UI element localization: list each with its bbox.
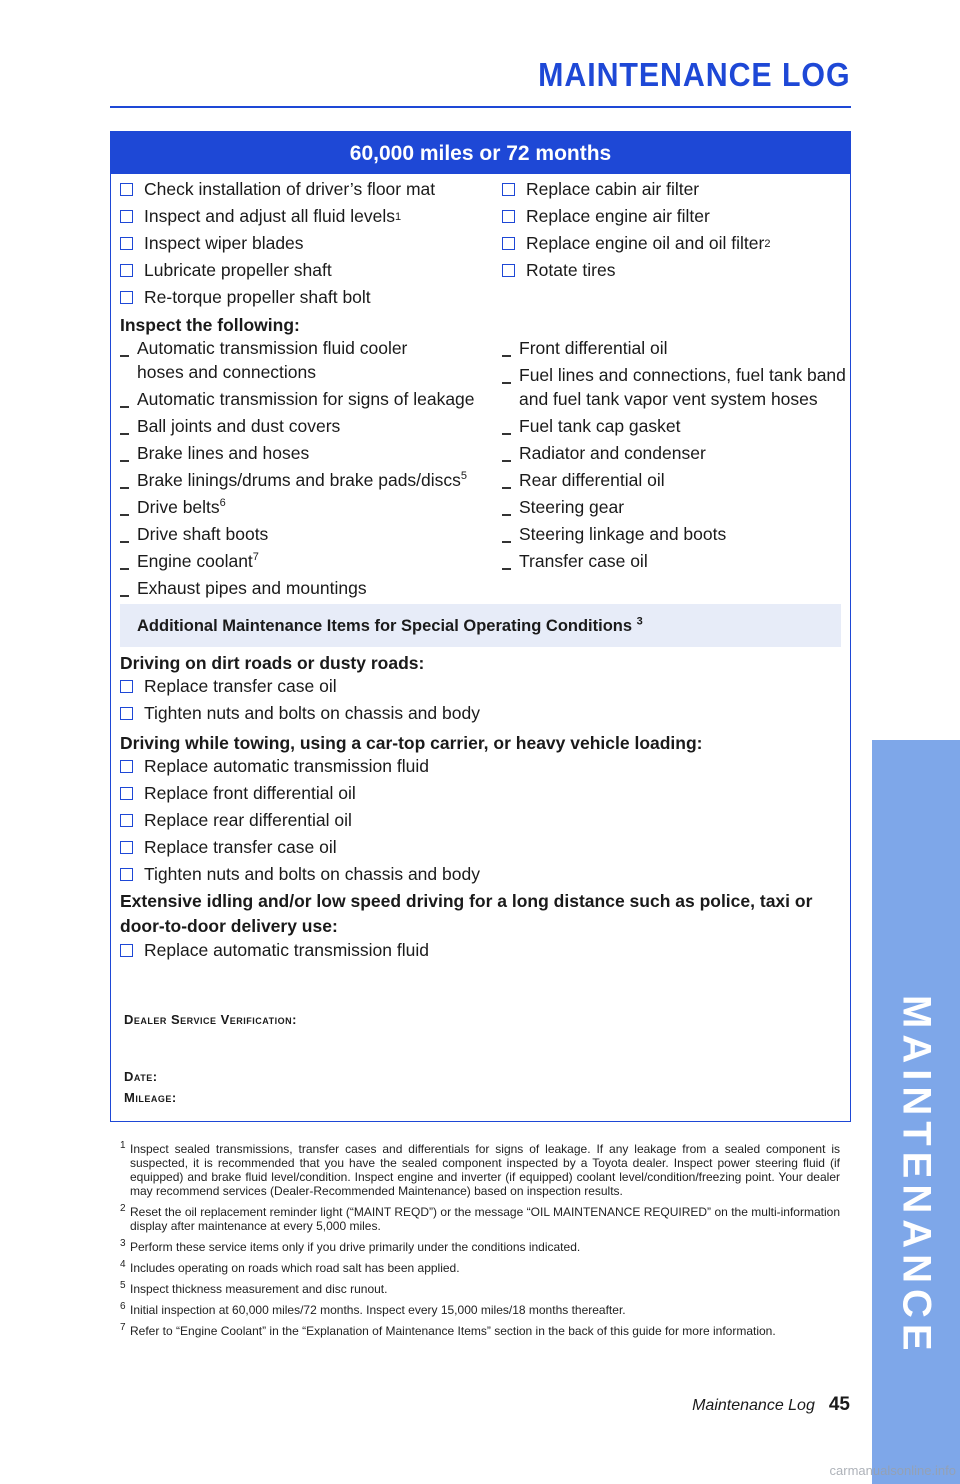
footer-section-label: Maintenance Log — [692, 1397, 815, 1414]
inspection-item — [120, 387, 502, 411]
checkbox[interactable] — [120, 707, 133, 720]
inspection-item-line — [137, 387, 475, 411]
footnote-text: Inspect sealed transmissions, transfer cases and differentials for signs of leakage. If any leakage from a sealed component is suspected, it is recommended that you have the sealed component inspected by a Toyota dealer. Inspect power steering fluid (if equipped) and brake fluid level/condition. Inspect engine and inverter (if equipped) coolant level/condition/freezing point. Your dealer may recommend services (Dealer-Recommended Maintenance) based on inspection results. — [130, 1142, 840, 1198]
checklist-item — [120, 700, 480, 727]
dash-marker — [120, 387, 137, 411]
checklist-item — [120, 257, 502, 284]
inspection-item-line-text: hoses and connections — [137, 362, 317, 382]
checklist-item — [120, 780, 480, 807]
inspection-item-line — [519, 441, 706, 465]
inspection-item-line — [137, 468, 467, 492]
inspection-right-column — [502, 336, 846, 603]
checkbox[interactable] — [502, 264, 515, 277]
inspection-item-line — [519, 549, 648, 573]
footnotes — [120, 1142, 840, 1345]
checklist-item — [120, 861, 480, 888]
inspection-item-text — [519, 336, 668, 360]
inspection-item-line-text: Automatic transmission for signs of leakage — [137, 389, 475, 409]
inspection-item-text — [137, 336, 407, 384]
footnote-text: Inspect thickness measurement and disc runout. — [130, 1282, 388, 1296]
inspection-item — [120, 441, 502, 465]
inspection-item-line-text: Steering gear — [519, 497, 625, 517]
additional-conditions-title: Additional Maintenance Items for Special Operating Conditions — [137, 617, 637, 635]
footnote-text: Refer to “Engine Coolant” in the “Explanation of Maintenance Items” section in the back of this guide for more information. — [130, 1324, 776, 1338]
checklist-item-label: Replace front differential oil — [144, 783, 356, 803]
inspection-item-text — [137, 387, 475, 411]
inspection-item-line — [519, 387, 846, 411]
mileage-label: Mileage: — [124, 1090, 177, 1105]
checklist-item-label: Tighten nuts and bolts on chassis and body — [144, 864, 480, 884]
dash-marker — [120, 576, 137, 600]
dash-marker — [502, 336, 519, 360]
inspection-item-line — [519, 336, 668, 360]
checklist-item — [120, 753, 480, 780]
checklist-item — [120, 807, 480, 834]
footnote — [120, 1261, 840, 1275]
footnote-text: Initial inspection at 60,000 miles/72 months. Inspect every 15,000 miles/18 months thereafter. — [130, 1303, 626, 1317]
footnote-number: 5 — [120, 1280, 126, 1291]
inspection-item-line — [137, 522, 268, 546]
inspection-item — [502, 522, 840, 546]
inspection-item-line-text: and fuel tank vapor vent system hoses — [519, 389, 818, 409]
inspection-item-line-text: Rear differential oil — [519, 470, 665, 490]
inspection-item — [502, 363, 846, 411]
inspection-item-text — [137, 549, 259, 573]
inspection-item — [120, 576, 502, 600]
inspection-item-text — [137, 522, 268, 546]
checklist-item — [120, 176, 502, 203]
inspection-item-line — [137, 495, 226, 519]
inspection-item-line-text: Automatic transmission fluid cooler — [137, 338, 408, 358]
footnote-number: 3 — [120, 1238, 126, 1249]
checkbox[interactable] — [120, 237, 133, 250]
inspection-item — [120, 414, 502, 438]
inspection-item-text — [519, 522, 726, 546]
footnote-number: 7 — [120, 1322, 126, 1333]
inspect-heading: Inspect the following: — [120, 315, 300, 335]
footnote-number: 2 — [120, 1203, 126, 1214]
dirt-roads-checklist — [120, 673, 480, 727]
footnote — [120, 1205, 840, 1233]
inspection-item-line-text: Fuel lines and connections, fuel tank band — [519, 365, 846, 385]
checklist-left-column — [120, 176, 502, 311]
inspection-item-line-text: Steering linkage and boots — [519, 524, 727, 544]
inspection-item-text — [519, 363, 846, 411]
footnote-ref: 7 — [252, 551, 259, 564]
checkbox[interactable] — [502, 237, 515, 250]
inspection-item-line — [137, 441, 309, 465]
dash-marker — [120, 414, 137, 438]
inspection-item-text — [519, 414, 680, 438]
inspection-item-text — [137, 414, 340, 438]
towing-checklist — [120, 753, 480, 888]
checklist-item-label: Rotate tires — [526, 260, 616, 280]
inspection-item-line — [519, 468, 665, 492]
inspection-item-line-text: Brake lines and hoses — [137, 443, 310, 463]
title-divider — [110, 106, 851, 108]
checkbox[interactable] — [502, 183, 515, 196]
inspection-item-text — [137, 576, 367, 600]
checklist-item-label: Inspect wiper blades — [144, 233, 304, 253]
footnote-ref: 3 — [636, 615, 643, 628]
inspection-item-line-text: Ball joints and dust covers — [137, 416, 341, 436]
inspection-item-line — [519, 363, 846, 387]
footnote-text: Includes operating on roads which road salt has been applied. — [130, 1261, 460, 1275]
inspection-item — [502, 336, 840, 360]
checklist-item — [502, 257, 840, 284]
inspection-item-line-text: Transfer case oil — [519, 551, 648, 571]
page-title: MAINTENANCE LOG — [537, 56, 850, 93]
dash-marker — [120, 549, 137, 573]
inspection-item-line — [137, 414, 340, 438]
checkbox[interactable] — [120, 814, 133, 827]
checkbox[interactable] — [120, 264, 133, 277]
interval-header: 60,000 miles or 72 months — [111, 132, 850, 174]
checklist-item-label: Replace transfer case oil — [144, 676, 337, 696]
inspection-item — [502, 468, 840, 492]
inspection-item — [120, 336, 502, 384]
inspection-left-column — [120, 336, 502, 603]
page-footer — [692, 1394, 850, 1416]
inspection-item — [120, 468, 502, 492]
inspection-item-text — [519, 549, 648, 573]
inspection-item-line — [137, 576, 367, 600]
dash-marker — [502, 522, 519, 546]
checkbox[interactable] — [120, 944, 133, 957]
inspection-item-line — [519, 522, 726, 546]
checklist-item-label: Tighten nuts and bolts on chassis and body — [144, 703, 480, 723]
checklist-item-label: Re-torque propeller shaft bolt — [144, 287, 371, 307]
checklist-item — [120, 284, 502, 311]
checklist-item: Inspect and adjust all fluid levels 1 — [120, 203, 502, 230]
checklist-item — [502, 176, 840, 203]
inspection-item-line-text: Brake linings/drums and brake pads/discs — [137, 470, 461, 490]
footnote — [120, 1240, 840, 1254]
checkbox[interactable] — [120, 760, 133, 773]
checklist-item-label: Inspect and adjust all fluid levels — [144, 206, 395, 226]
idling-heading: Extensive idling and/or low speed driving for a long distance such as police, taxi or door-to-door delivery use: — [120, 891, 813, 936]
inspection-item-line-text: Drive belts — [137, 497, 220, 517]
dash-marker — [120, 336, 137, 384]
footnote — [120, 1303, 840, 1317]
checkbox[interactable] — [120, 868, 133, 881]
dash-marker — [120, 468, 137, 492]
checklist-item — [502, 203, 840, 230]
dealer-verification-label: Dealer Service Verification: — [124, 1012, 297, 1027]
inspection-list — [120, 336, 846, 603]
checklist-item — [120, 673, 480, 700]
footnote-text: Reset the oil replacement reminder light (“MAINT REQD”) or the message “OIL MAINTENANCE REQUIRED” on the multi-information display after maintenance at every 5,000 miles. — [130, 1205, 840, 1233]
footnote-number: 4 — [120, 1259, 126, 1270]
maintenance-log-panel — [110, 131, 851, 1122]
inspection-item-line — [519, 495, 624, 519]
dirt-roads-heading: Driving on dirt roads or dusty roads: — [120, 653, 425, 673]
checkbox[interactable] — [120, 291, 133, 304]
dash-marker — [502, 363, 519, 411]
checklist-item: Replace engine oil and oil filter 2 — [502, 230, 840, 257]
checklist-item-label: Replace automatic transmission fluid — [144, 756, 429, 776]
footnote-text: Perform these service items only if you drive primarily under the conditions indicated. — [130, 1240, 581, 1254]
inspection-item — [120, 495, 502, 519]
page-number: 45 — [828, 1394, 850, 1415]
checkbox[interactable] — [120, 841, 133, 854]
checklist-item-label: Replace rear differential oil — [144, 810, 352, 830]
footnote-ref: 5 — [460, 470, 468, 483]
checklist-item-label: Replace cabin air filter — [526, 179, 700, 199]
checklist-item-label: Check installation of driver’s floor mat — [144, 179, 436, 199]
inspection-item-line — [137, 360, 407, 384]
checklist-item-label: Replace automatic transmission fluid — [144, 940, 429, 960]
dash-marker — [502, 441, 519, 465]
dash-marker — [502, 495, 519, 519]
inspection-item-text — [519, 441, 706, 465]
dash-marker — [120, 495, 137, 519]
dash-marker — [502, 468, 519, 492]
footnote — [120, 1142, 840, 1198]
checkbox[interactable] — [502, 210, 515, 223]
inspection-item-text — [137, 495, 226, 519]
checklist-item-label: Replace transfer case oil — [144, 837, 337, 857]
inspection-item — [120, 522, 502, 546]
checklist-item — [120, 834, 480, 861]
service-checklist — [120, 176, 840, 311]
checkbox[interactable] — [120, 210, 133, 223]
idling-checklist — [120, 937, 429, 964]
checklist-item-label: Lubricate propeller shaft — [144, 260, 332, 280]
inspection-item-line-text: Radiator and condenser — [519, 443, 706, 463]
inspection-item-text — [519, 495, 624, 519]
inspection-item-line-text: Drive shaft boots — [137, 524, 269, 544]
checklist-item — [120, 230, 502, 257]
towing-heading: Driving while towing, using a car-top carrier, or heavy vehicle loading: — [120, 733, 703, 753]
inspection-item — [502, 495, 840, 519]
inspection-item — [502, 549, 840, 573]
footnote — [120, 1324, 840, 1338]
checklist-item-label: Replace engine oil and oil filter — [526, 233, 765, 253]
inspection-item-text — [519, 468, 665, 492]
footnote-ref: 6 — [219, 497, 226, 510]
checkbox[interactable] — [120, 787, 133, 800]
checkbox[interactable] — [120, 183, 133, 196]
dash-marker — [502, 549, 519, 573]
date-label: Date: — [124, 1069, 158, 1084]
footnote-number: 6 — [120, 1301, 126, 1312]
checklist-right-column — [502, 176, 840, 311]
watermark: carmanualsonline.info — [829, 1463, 956, 1478]
inspection-item-line-text: Fuel tank cap gasket — [519, 416, 681, 436]
inspection-item-line — [137, 549, 259, 573]
section-side-tab[interactable] — [872, 740, 960, 1484]
dash-marker — [120, 522, 137, 546]
inspection-item-text — [137, 468, 467, 492]
inspection-item-line — [137, 336, 407, 360]
checklist-item-label: Replace engine air filter — [526, 206, 710, 226]
footnote — [120, 1282, 840, 1296]
checkbox[interactable] — [120, 680, 133, 693]
inspection-item — [120, 549, 502, 573]
dash-marker — [120, 441, 137, 465]
inspection-item — [502, 441, 840, 465]
inspection-item-line-text: Front differential oil — [519, 338, 668, 358]
inspection-item-text — [137, 441, 309, 465]
additional-conditions-band — [120, 604, 841, 647]
inspection-item-line-text: Engine coolant — [137, 551, 253, 571]
inspection-item-line-text: Exhaust pipes and mountings — [137, 578, 367, 598]
inspection-item-line — [519, 414, 680, 438]
side-tab-label: MAINTENANCE — [894, 995, 939, 1357]
checklist-item — [120, 937, 429, 964]
dash-marker — [502, 414, 519, 438]
footnote-number: 1 — [120, 1140, 126, 1151]
inspection-item — [502, 414, 840, 438]
